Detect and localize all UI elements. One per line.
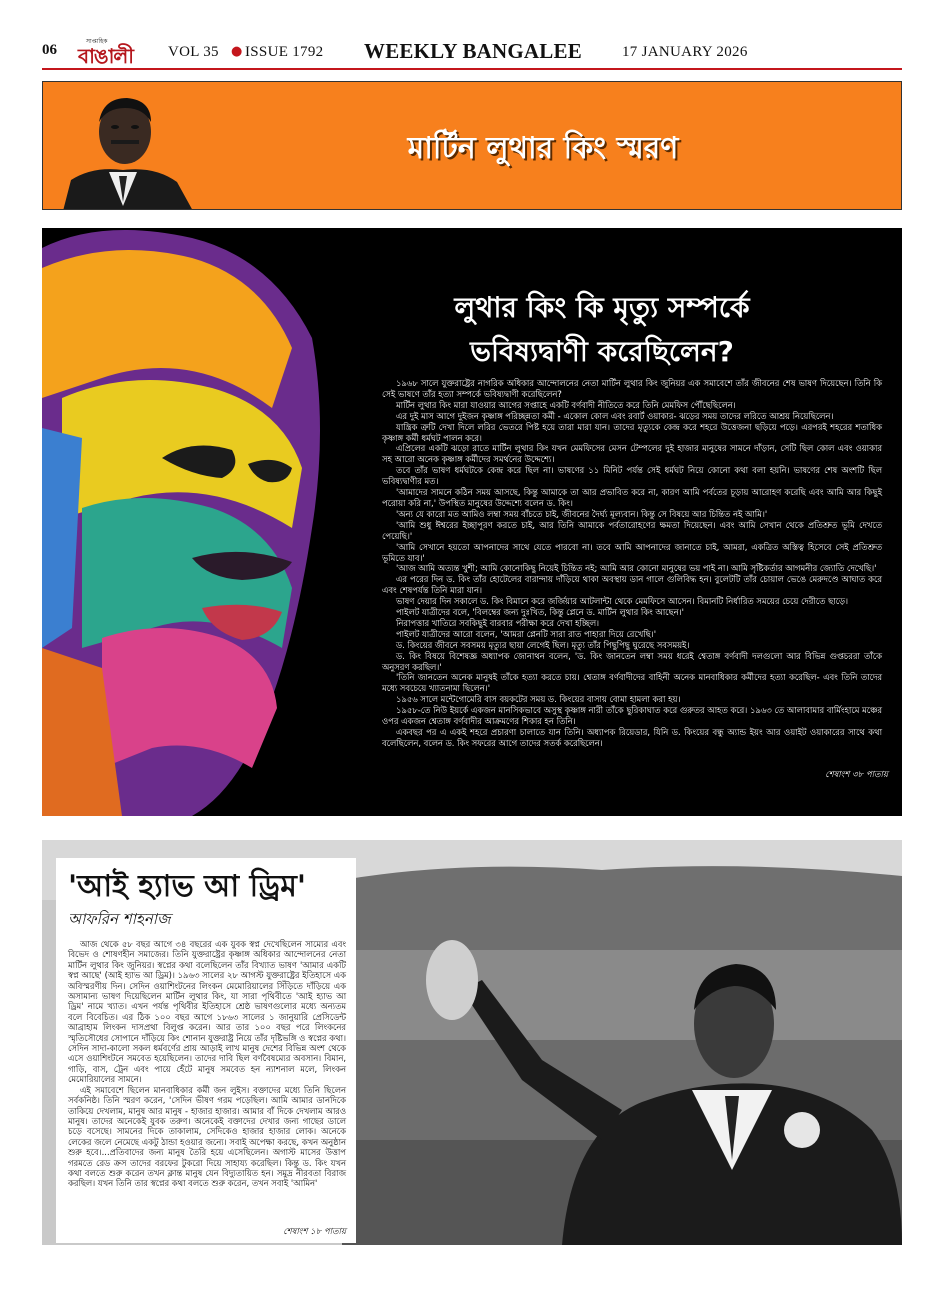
masthead [42,36,902,70]
separator-dot-icon: ● [231,44,243,59]
author-byline: আফরিন শাহনাজ [68,910,171,928]
paper-name: WEEKLY BANGALEE [364,39,582,63]
paragraph: এর দুই মাস আগে দুইজন কৃষ্ণাঙ্গ পরিচ্ছন্নতা কর্মী - একোল কোল এবং রবার্ট ওয়াকার- ঝড়ের সময় তাদের লরিতে আশ্রয় নিয়েছিলেন। [396,410,834,421]
dream-title: 'আই হ্যাভ আ ড্রিম' [68,869,307,904]
feature-body [382,378,882,749]
dream-body [68,939,346,1189]
continued-note: শেষাংশ ১৮ পাতায় [283,1227,346,1237]
paragraph: তবে তাঁর ভাষণ ধর্মঘটকে কেন্দ্র করে ছিল না। ভাষণের ১১ মিনিট পর্যন্ত সেই ধর্মঘট নিয়ে কোনো কথা বলা হয়নি। ভাষণের শেষ অংশটি ছিল ভবিষ্যদ্বাণীর মত। [382,465,882,487]
paragraph: ড. কিংয়ের জীবনে সবসময় মৃত্যুর ছায়া লেগেই ছিল। মৃত্যু তাঁর পিছুপিছু ঘুরেছে সবসময়ই। [396,639,690,650]
paragraph: ১৯৫৮-তে নিউ ইয়র্কে একজন মানসিকভাবে অসুস্থ কৃষ্ণাঙ্গ নারী তাঁকে ছুরিকাঘাত করে গুরুতর আহত করে। ১৯৬৩ তে আলাবামার বার্মিংহামে মঞ্চের ওপর একজন শ্বেতাঙ্গ বর্ণবাদীর আক্রমণের শিকার হন তিনি। [382,705,882,727]
paragraph: 'অন্য যে কারো মত আমিও লম্বা সময় বাঁচতে চাই, জীবনের দৈর্ঘ্য মূল্যবান। কিন্তু সে বিষয়ে আর চিন্তিত নই আমি।' [396,508,768,519]
paragraph: পাইলট যাত্রীদের বলে, 'বিলম্বের জন্য দুঃখিত, কিন্তু প্লেনে ড. মার্টিন লুথার কিং আছেন।' [396,607,684,618]
paragraph: নিরাপত্তার খাতিরে সবকিছুই বারবার পরীক্ষা করে দেখা হচ্ছিল। [396,617,600,628]
paragraph: ড. কিং বিষয়ে বিশেষজ্ঞ অধ্যাপক জোনাথন বলেন, 'ড. কিং জানতেন লম্বা সময় ধরেই শ্বেতাঙ্গ বর্ণবাদী দলগুলো আর বিভিন্ন গুপ্তচররা তাঁকে অনুসরণ করছিল।' [382,650,882,672]
paragraph: 'তিনি জানতেন অনেক মানুষই তাঁকে হত্যা করতে চায়। শ্বেতাঙ্গ বর্ণবাদীদের বাহিনী অনেক মানবাধিকার কর্মীদের হত্যা করেছিল- এবং তিনি তাদের মধ্যে সবচেয়ে খ্যাতনামা ছিলেন।' [382,672,882,694]
paragraph: যান্ত্রিক ত্রুটি দেখা দিলে লরির ভেতরে পিষ্ট হয়ে তারা মারা যান। তাদের মৃত্যুকে কেন্দ্র করে শহরে উত্তেজনা ছড়িয়ে পড়ে। এরপরই শহরের শতাধিক কৃষ্ণাঙ্গ কর্মী ধর্মঘট পালন করে। [382,421,882,443]
banner-title: মার্টিন লুথার কিং স্মরণ [407,131,679,166]
mlk-pop-art-portrait [42,228,324,816]
paragraph: 'আমি শুধু ঈশ্বরের ইচ্ছাপূরণ করতে চাই, আর তিনি আমাকে পর্বতারোহণের ক্ষমতা দিয়েছেন। এবং আমি সেখান থেকে প্রতিশ্রুত ভূমি দেখতে পেয়েছি।' [382,519,882,541]
section-banner [42,81,902,210]
dream-text-box [56,858,356,1243]
paragraph: ভাষণ দেয়ার দিন সকালে ড. কিং বিমানে করে জর্জিয়ার আটলান্টা থেকে মেমফিসে আসেন। বিমানটি নির্ধারিত সময়ের চেয়ে দেরীতে ছাড়ে। [396,596,848,607]
paragraph: এই সমাবেশে ছিলেন মানবাধিকার কর্মী জন লুইস। বক্তাদের মধ্যে তিনি ছিলেন সর্বকনিষ্ঠ। তিনি স্মরণ করেন, 'সেদিন ভীষণ গরম পড়েছিল। আমি আমার ডানদিকে তাকিয়ে দেখলাম, মানুষ আর মানুষ - হাজার হাজার। আমার বাঁ দিকে দেখলাম আরও মানুষ। তাদের অনেকেই যুবক তরুণ। অনেকেই বক্তাদের দেখার জন্য গাছের ডালে চড়ে বসেছে। সামনের দিকে তাকালাম, সেদিকেও হাজার হাজার লোক। অনেকে লেকের জলে নেমেছে একটু ঠান্ডা হওয়ার জন্যে। সবাই অপেক্ষা করছে, কখন অনুষ্ঠান শুরু হবে।...প্রতিবাদের জন্য মানুষ তৈরি হয়ে এসেছিলেন। অগাস্ট মাসের উত্তাপ গরমতে রেড ক্রস তাদের বরফের টুকরো দিয়ে সাহায্য করেছিল। কিন্তু ড. কিং যখন কথা বলতে শুরু করেন তখন ক্লান্ত মানুষ যেন বিদ্যুতায়িত হন। সমুদ্র নীরবতা বিরাজ করছিল। যখন তিনি তার স্বপ্নের কথা বলতে শুরু করেন, তখন সবাই 'আমিন' [68,1084,346,1189]
paragraph: 'আমি সেখানে হয়তো আপনাদের সাথে যেতে পারবো না। তবে আমি আপনাদের জানাতে চাই, আমরা, একত্রিত অস্তিত্ব হিসেবে সেই প্রতিশ্রুত ভূমিতে যাব।' [382,541,882,563]
issue-date: 17 JANUARY 2026 [622,44,748,60]
paragraph: একবছর পর এ একই শহরে প্রচারণা চালাতে যান তিনি। অধ্যাপক রিয়েডার, যিনি ড. কিংয়ের বন্ধু অ্যান্ড ইয়ং আর ওয়াইট ওয়াকারের সাথে কথা বলেছিলেন, বলেন ড. কিং সফরের আগে তাদের সতর্ক করেছিলেন। [382,727,882,748]
continued-note: শেষাংশ ৩৮ পাতায় [825,770,888,780]
feature-title: লুথার কিং কি মৃত্যু সম্পর্কে ভবিষ্যদ্বাণী করেছিলেন? [454,291,750,368]
paragraph: ১৯৫৬ সালে মন্টেগোমেরি বাস বয়কটের সময় ড. কিংয়ের বাসায় বোমা হামলা করা হয়। [396,694,681,705]
paragraph: 'আজ আমি অত্যন্ত খুশী; আমি কোনোকিছু নিয়েই চিন্তিত নই; আমি আর কোনো মানুষের ভয় পাই না। আমি সৃষ্টিকর্তার আগমনীর জ্যোতি দেখেছি।' [396,563,877,574]
paragraph: আজ থেকে ৫৮ বছর আগে ৩৪ বছরের এক যুবক স্বপ্ন দেখেছিলেন সাম্যের এবং বিভেদ ও শোষণহীন সমাজের। তিনি যুক্তরাষ্ট্রের কৃষ্ণাঙ্গ অধিকার আন্দোলনের নেতা মার্টিন লুথার কিং জুনিয়র। স্বপ্নের কথা বলেছিলেন তাঁর বিখ্যাত ভাষণ 'আমার একটি স্বপ্ন আছে' (আই হ্যাভ আ ড্রিম)। ১৯৬৩ সালের ২৮ আগস্ট যুক্তরাষ্ট্রের ইতিহাসে এক অবিস্মরণীয় দিন। সেদিন ওয়াশিংটনের লিংকন মেমোরিয়ালের সিঁড়িতে দাঁড়িয়ে এক অসামান্য ভাষণ দিয়েছিলেন মার্টিন লুথার কিং, যা সারা পৃথিবীতে 'আই হ্যাভ আ ড্রিম' নামে খ্যাত। এখন পর্যন্ত পৃথিবীর ইতিহাসে শ্রেষ্ঠ ভাষণগুলোর মধ্যে অন্যতম বলে বিবেচিত। এর ঠিক ১০০ বছর আগে ১৮৬৩ সালের ১ জানুয়ারি প্রেসিডেন্ট আব্রাহাম লিংকন দাসপ্রথা বিলুপ্ত করেন। আর তার ১০০ বছর পরে লিংকনের স্মৃতিসৌধের সোপানে দাঁড়িয়ে কিং শোনান যুক্তরাষ্ট্র নিয়ে তাঁর দৃষ্টিভঙ্গি ও স্বপ্নের কথা। সেদিন সাদা-কালো সকল ধর্মবর্ণের প্রায় আড়াই লাখ মানুষ দেশের বিভিন্ন অংশ থেকে এসে ওয়াশিংটনে সমবেত হয়েছিলেন। তাদের দাবি ছিল বর্ণবৈষম্যের অবসান। বিমান, গাড়ি, বাস, ট্রেন এবং পায়ে হেঁটে মানুষ সমবেত হন ন্যাশনাল মলে, লিংকন মেমোরিয়ালের সামনে। [68,939,346,1085]
paragraph: এপ্রিলের একটি ঝড়ো রাতে মার্টিন লুথার কিং যখন মেমফিসের মেসন টেম্পলের দুই হাজার মানুষের সামনে দাঁড়ান, সেটি ছিল কোল এবং ওয়াকার সহ আরো অনেক কৃষ্ণাঙ্গ কর্মীদের সমর্থনের উদ্দেশ্যে। [382,443,882,465]
issue-label: ISSUE 1792 [245,44,324,60]
paragraph: এর পরের দিন ড. কিং তাঁর হোটেলের বারান্দায় দাঁড়িয়ে থাকা অবস্থায় ডান গালে গুলিবিদ্ধ হন। বুলেটটি তাঁর চোয়াল ভেঙে মেরুদণ্ডে আঘাত করে এবং শেষপর্যন্ত তিনি মারা যান। [382,574,882,596]
paragraph: ১৯৬৮ সালে যুক্তরাষ্ট্রের নাগরিক অধিকার আন্দোলনের নেতা মার্টিন লুথার কিং জুনিয়র এক সমাবেশে তাঁর জীবনের শেষ ভাষণ দিয়েছেন। তিনি কি সেই ভাষণে তাঁর হত্যা সম্পর্কে ভবিষ্যদ্বাণী করেছিলেন? [382,378,882,399]
paragraph: পাইলট যাত্রীদের আরো বলেন, 'আমরা প্লেনটি সারা রাত পাহারা দিয়ে রেখেছি।' [396,628,657,639]
dream-article [42,840,902,1245]
masthead-rule [42,68,902,70]
feature-article [42,228,902,816]
page-number: 06 [42,42,57,58]
paragraph: মার্টিন লুথার কিং মারা যাওয়ার আগের সপ্তাহে একটি বর্ণবাদী নীতিতে করে তিনি মেমফিস পৌঁছেছিলেন। [396,399,736,410]
newspaper-logo: সাপ্তাহিক বাঙালী [78,38,134,68]
paragraph: 'আমাদের সামনে কঠিন সময় আসছে, কিন্তু আমাকে তা আর প্রভাবিত করে না, কারণ আমি পর্বতের চূড়ায় আরোহণ করেছি এবং আমি আর কিছুই পরোয়া করি না,' উপস্থিত মানুষের উদ্দেশ্যে বলেন ড. কিং। [382,487,882,508]
volume-label: VOL 35 [168,44,219,60]
